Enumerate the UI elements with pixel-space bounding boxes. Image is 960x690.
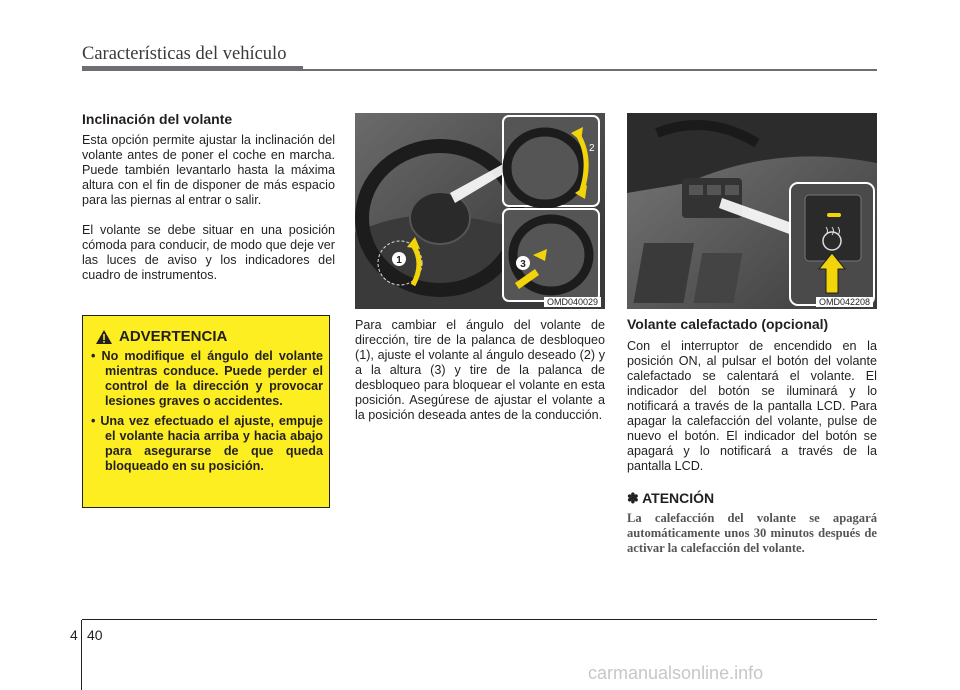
header-rule-thick	[82, 66, 303, 71]
header-rule-thin	[303, 69, 877, 71]
attention-title: ✽ ATENCIÓN	[627, 490, 715, 506]
heated-steering-illustration	[627, 113, 877, 309]
warning-box	[82, 315, 330, 508]
steering-tilt-heading: Inclinación del volante	[82, 111, 233, 127]
figure-label-1: 1	[396, 255, 402, 266]
heated-steering-paragraph: Con el interruptor de encendido en la posición ON, al pulsar el botón del volante calefactado se calentará el volante. El indicador del botón se iluminará y lo notificará a través de la pantalla LCD. Para apagar la calefacción del volante, pulse de nuevo el botón. El indicador del botón se apagará y lo notificará a través de la pantalla LCD.	[627, 339, 877, 473]
figure-label-3: 3	[520, 259, 526, 270]
footer-rule	[82, 619, 877, 620]
warning-item: • Una vez efectuado el ajuste, empuje el volante hacia arriba y hacia abajo para asegurarse de que queda bloqueado en su posición.	[91, 414, 323, 473]
figure-label-2: 2	[589, 143, 595, 154]
figure-code: OMD040029	[544, 297, 601, 307]
warning-item: • No modifique el ángulo del volante mientras conduce. Puede perder el control de la dirección y provocar lesiones graves o accidentes.	[91, 349, 323, 408]
steering-tilt-paragraph-1: Esta opción permite ajustar la inclinación del volante antes de poner el coche en marcha. Puede también levantarlo hasta la máxima altura con el fin de disponer de más espacio para las piernas al entrar o salir.	[82, 133, 335, 207]
steering-tilt-illustration	[355, 113, 605, 309]
steering-adjust-paragraph: Para cambiar el ángulo del volante de dirección, tire de la palanca de desbloqueo (1), ajuste el volante al ángulo deseado (2) y a la altura (3) y tire de la palanca de desbloqueo para bloquear el volante en esta posición. Asegúrese de ajustar el volante a la posición deseada antes de la conducción.	[355, 318, 605, 422]
page-number: 40	[87, 627, 103, 643]
heated-steering-heading: Volante calefactado (opcional)	[627, 316, 829, 332]
warning-triangle-icon	[95, 329, 113, 345]
steering-tilt-figure	[355, 113, 605, 309]
heated-steering-figure	[627, 113, 877, 309]
watermark: carmanualsonline.info	[588, 663, 764, 683]
chapter-number: 4	[70, 627, 78, 643]
figure-code: OMD042208	[816, 297, 873, 307]
steering-tilt-paragraph-2: El volante se debe situar en una posición cómoda para conducir, de modo que deje ver las luces de aviso y los indicadores del cuadro de instrumentos.	[82, 223, 335, 282]
attention-body: La calefacción del volante se apagará automáticamente unos 30 minutos después de activar la calefacción del volante.	[627, 511, 877, 555]
footer-divider	[81, 620, 82, 690]
warning-list	[91, 349, 323, 479]
warning-title: ADVERTENCIA	[119, 328, 228, 345]
section-header-title: Características del vehículo	[82, 44, 287, 64]
